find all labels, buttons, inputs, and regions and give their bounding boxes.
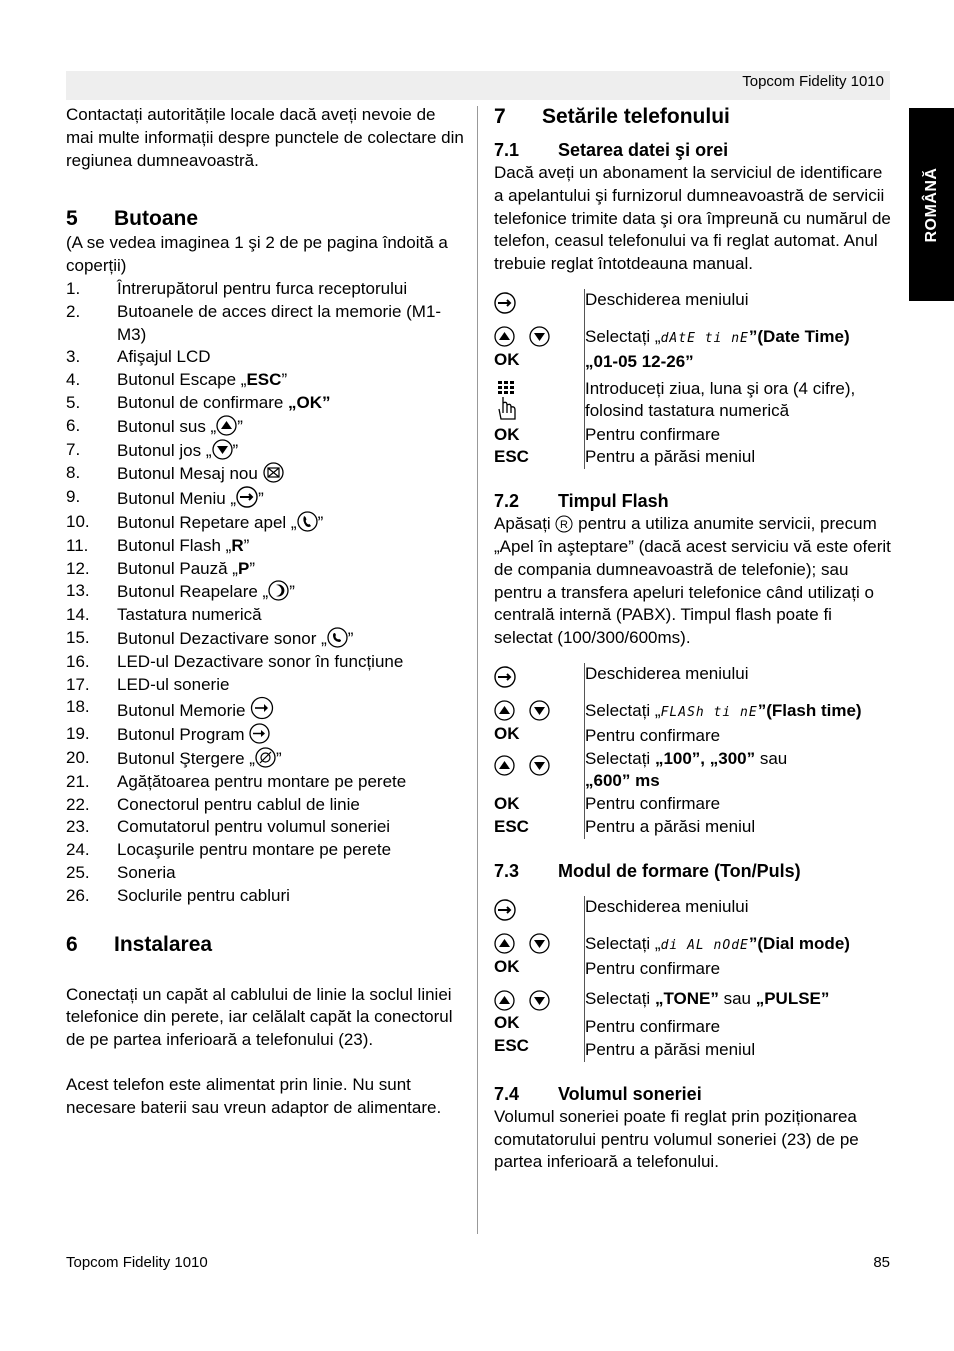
flash-r-key-icon — [555, 515, 573, 533]
install-paragraph-2: Acest telefon este alimentat prin linie. Nu sunt necesare baterii sau vreun adaptor de alimentare. — [66, 1074, 442, 1117]
left-column — [66, 104, 466, 1119]
list-item-text: Butonul sus „ — [117, 416, 217, 436]
list-item-number: 26. — [66, 885, 90, 905]
down-key-icon — [529, 700, 550, 721]
language-tab-label: ROMÂNĂ — [922, 167, 940, 242]
menu-key-icon — [236, 486, 258, 508]
button-list-item — [66, 462, 466, 486]
list-item-number: 19. — [66, 724, 90, 744]
up-key-icon — [216, 415, 237, 436]
ok-key-label: OK — [494, 349, 520, 369]
header-title: Topcom Fidelity 1010 — [742, 73, 884, 90]
list-item-number: 4. — [66, 370, 81, 390]
step-confirm: Pentru confirmare — [585, 794, 721, 814]
section-5-heading: 5 Butoane — [66, 207, 198, 231]
up-key-icon — [494, 700, 515, 721]
step-select: Selectați „di AL nOdE”(Dial mode) — [585, 933, 850, 953]
section-7-heading: 7 Setările telefonului — [494, 105, 730, 128]
list-item-number: 11. — [66, 535, 89, 555]
list-item-number: 23. — [66, 817, 90, 837]
button-list-item — [66, 604, 466, 627]
list-item-text: Soneria — [117, 862, 176, 882]
button-list-item — [66, 627, 466, 651]
list-item-number: 20. — [66, 747, 90, 767]
list-item-text: Butonul Flash „ — [117, 535, 232, 555]
menu-key-icon — [494, 899, 516, 921]
list-item-text: Afişajul LCD — [117, 347, 211, 367]
install-paragraph-1: Conectați un capăt al cablului de linie la soclul liniei telefonice din perete, iar celălalt capăt la conectorul de pe partea inferioară a telefonului (23). — [66, 984, 453, 1050]
right-column — [494, 104, 894, 1174]
down-key-icon — [529, 990, 550, 1011]
ok-key-label: OK — [494, 424, 520, 444]
list-item-text: Butonul de confirmare — [117, 392, 289, 412]
list-item-number: 9. — [66, 487, 81, 507]
step-enter: Introduceți ziua, luna şi ora (4 cifre), folosind tastatura numerică — [585, 378, 856, 421]
list-item-number: 15. — [66, 627, 90, 647]
step-select: Selectați „dAtE ti nE”(Date Time) — [585, 326, 850, 346]
down-key-icon — [529, 933, 550, 954]
section-7-2-heading: 7.2 Timpul Flash — [494, 491, 669, 512]
button-list-item — [66, 346, 466, 369]
list-item-number: 17. — [66, 674, 90, 694]
list-item-suffix: ” — [249, 558, 255, 578]
list-item-text: Butonul Memorie — [117, 701, 251, 721]
step-confirm: Pentru confirmare — [585, 958, 721, 978]
list-item-text: Conectorul pentru cablul de linie — [117, 794, 360, 814]
section-5-note: (A se vedea imaginea 1 şi 2 de pe pagina îndoită a coperții) — [66, 233, 448, 276]
dial-mode-steps — [494, 896, 850, 1062]
ok-key-label: OK — [494, 723, 520, 743]
list-item-number: 18. — [66, 697, 90, 717]
list-item-suffix: ” — [347, 628, 354, 648]
list-item-suffix: ” — [232, 440, 239, 460]
list-item-text: Butonul Program — [117, 725, 250, 745]
button-list-item — [66, 674, 466, 697]
step-confirm: Pentru confirmare — [585, 1017, 721, 1037]
step-open-menu: Deschiderea meniului — [585, 663, 749, 683]
section-7-2-text: Apăsați R pentru a utiliza anumite servicii, precum „Apel în aşteptare” (dacă acest serviciu vă este oferit de compania dumneavoastră de telefonie); sau pentru a transfera apeluri telefonice când utilizați o centrală internă (PABX). Timpul flash poate fi selectat (100/300/600ms). — [494, 514, 891, 648]
list-item-number: 14. — [66, 605, 90, 625]
section-7-4-heading: 7.4 Volumul soneriei — [494, 1083, 702, 1104]
section-7-1-heading: 7.1 Setarea datei şi orei — [494, 140, 729, 160]
list-item-text: Butonul jos „ — [117, 440, 212, 460]
button-list-item — [66, 816, 466, 839]
list-item-number: 2. — [66, 301, 81, 321]
menu-key-icon — [494, 292, 516, 314]
step-exit: Pentru a părăsi meniul — [585, 447, 756, 467]
list-item-number: 5. — [66, 392, 81, 412]
button-list-item — [66, 511, 466, 535]
language-tab — [909, 108, 954, 301]
callback-icon — [268, 580, 289, 601]
list-item-number: 21. — [66, 771, 90, 791]
step-select: Selectați „FLASh ti nE”(Flash time) — [585, 700, 862, 720]
button-list-item — [66, 439, 466, 463]
list-item-number: 6. — [66, 415, 81, 435]
button-list-item — [66, 885, 466, 908]
list-item-number: 22. — [66, 794, 90, 814]
new-message-icon — [263, 462, 284, 483]
intro-paragraph: Contactați autoritățile locale dacă aveți nevoie de mai multe informații despre punctele de colectare din regiunea dumneavoastră. — [66, 105, 464, 170]
memory-key-icon — [250, 696, 274, 720]
step-exit: Pentru a părăsi meniul — [585, 816, 756, 836]
button-list-item — [66, 369, 466, 392]
list-item-suffix: ” — [317, 512, 324, 532]
list-item-number: 8. — [66, 463, 81, 483]
delete-key-icon — [255, 747, 276, 768]
esc-key-label: ESC — [494, 816, 529, 836]
button-list-item — [66, 535, 466, 558]
step-select-value: Selectați „100”, „300” sau „600” ms — [585, 748, 788, 791]
list-item-number: 24. — [66, 840, 90, 860]
list-item-text: Butonul Reapelare „ — [117, 582, 269, 602]
list-item-suffix: ” — [258, 489, 264, 509]
esc-key-label: ESC — [494, 1036, 529, 1056]
list-item-number: 7. — [66, 439, 81, 459]
list-item-text: Butonul Meniu „ — [117, 489, 237, 509]
redial-phone-icon — [297, 511, 318, 532]
list-item-number: 13. — [66, 581, 90, 601]
list-item-number: 3. — [66, 347, 81, 367]
list-item-text: Comutatorul pentru volumul soneriei — [117, 817, 391, 837]
section-7-1-text: Dacă aveți un abonament la serviciul de identificare a apelantului şi furnizorul dumneavoastră de servicii telefonice trimite data şi ora împreună cu numărul de telefon, ceasul telefonului va fi reglat automat. Anul trebuie reglat întotdeauna manual. — [494, 163, 891, 274]
list-item-text: Butonul Dezactivare sonor „ — [117, 628, 327, 648]
up-key-icon — [494, 990, 515, 1011]
ok-key-label: OK — [494, 794, 520, 814]
button-list-item — [66, 862, 466, 885]
flash-time-steps — [494, 663, 862, 839]
list-item-text: Butonul Mesaj nou — [117, 464, 263, 484]
button-list-item — [66, 839, 466, 862]
button-list-item — [66, 415, 466, 439]
list-item-key: P — [237, 558, 250, 578]
button-list-item — [66, 651, 466, 674]
list-item-text: Întrerupătorul pentru furca receptorului — [117, 278, 408, 298]
step-confirm: Pentru confirmare — [585, 725, 721, 745]
list-item-key: R — [231, 535, 244, 555]
footer-title: Topcom Fidelity 1010 — [66, 1254, 208, 1271]
list-item-text: Agățătoarea pentru montare pe perete — [117, 771, 407, 791]
up-key-icon — [494, 326, 515, 347]
list-item-suffix: ” — [289, 582, 295, 602]
down-key-icon — [212, 439, 233, 460]
section-6-heading: 6 Instalarea — [66, 932, 213, 956]
step-range: „01-05 12-26” — [585, 351, 694, 371]
svg-text:R: R — [560, 519, 569, 532]
keypad-icon — [494, 379, 520, 423]
lcd-text: di AL nOdE — [660, 937, 749, 953]
lcd-text: dAtE ti nE — [660, 330, 749, 346]
list-item-suffix: ” — [281, 370, 288, 390]
page-header — [66, 71, 890, 100]
step-open-menu: Deschiderea meniului — [585, 896, 749, 916]
list-item-number: 1. — [66, 278, 81, 298]
mute-phone-icon — [327, 627, 348, 648]
ok-key-label: OK — [494, 1013, 520, 1033]
button-list-item — [66, 486, 466, 511]
step-exit: Pentru a părăsi meniul — [585, 1039, 756, 1059]
section-7-4-text: Volumul soneriei poate fi reglat prin poziționarea comutatorului pentru volumul soneriei (23) de pe partea inferioară a telefonului. — [494, 1106, 859, 1172]
list-item-number: 16. — [66, 651, 90, 671]
page-number: 85 — [873, 1254, 890, 1271]
down-key-icon — [529, 326, 550, 347]
button-list-item — [66, 278, 466, 301]
step-select-value: Selectați „TONE” sau „PULSE” — [585, 989, 830, 1009]
list-item-key: „OK” — [288, 392, 331, 412]
button-list-item — [66, 696, 466, 723]
column-divider — [477, 106, 478, 1234]
date-time-steps — [494, 289, 894, 469]
list-item-text: Tastatura numerică — [117, 605, 262, 625]
list-item-suffix: ” — [275, 748, 282, 768]
list-item-number: 25. — [66, 862, 90, 882]
up-key-icon — [494, 755, 515, 776]
list-item-key: ESC — [246, 370, 282, 390]
button-list-item — [66, 580, 466, 604]
list-item-text: Butonul Escape „ — [117, 370, 247, 390]
button-list-item — [66, 771, 466, 794]
list-item-text: Butonul Ştergere „ — [117, 748, 255, 768]
list-item-text: LED-ul sonerie — [117, 674, 230, 694]
section-7-3-heading: 7.3 Modul de formare (Ton/Puls) — [494, 860, 801, 881]
list-item-text: Butoanele de acces direct la memorie (M1-M3) — [117, 301, 442, 344]
step-open-menu: Deschiderea meniului — [585, 289, 749, 309]
button-list-item — [66, 392, 466, 415]
list-item-number: 10. — [66, 511, 90, 531]
list-item-text: Butonul Pauză „ — [117, 558, 238, 578]
button-list — [66, 278, 466, 908]
esc-key-label: ESC — [494, 447, 529, 467]
down-key-icon — [529, 755, 550, 776]
list-item-suffix: ” — [243, 535, 250, 555]
list-item-text: Soclurile pentru cabluri — [117, 885, 290, 905]
button-list-item — [66, 301, 466, 347]
menu-key-icon — [494, 666, 516, 688]
step-confirm: Pentru confirmare — [585, 424, 721, 444]
lcd-text: FLASh ti nE — [660, 704, 758, 720]
list-item-suffix: ” — [237, 416, 243, 436]
button-list-item — [66, 558, 466, 581]
button-list-item — [66, 723, 466, 747]
up-key-icon — [494, 933, 515, 954]
list-item-text: LED-ul Dezactivare sonor în funcțiune — [117, 651, 404, 671]
list-item-text: Locaşurile pentru montare pe perete — [117, 840, 392, 860]
program-key-icon — [249, 723, 270, 744]
ok-key-label: OK — [494, 956, 520, 976]
button-list-item — [66, 747, 466, 771]
list-item-text: Butonul Repetare apel „ — [117, 512, 297, 532]
button-list-item — [66, 794, 466, 817]
list-item-number: 12. — [66, 558, 90, 578]
